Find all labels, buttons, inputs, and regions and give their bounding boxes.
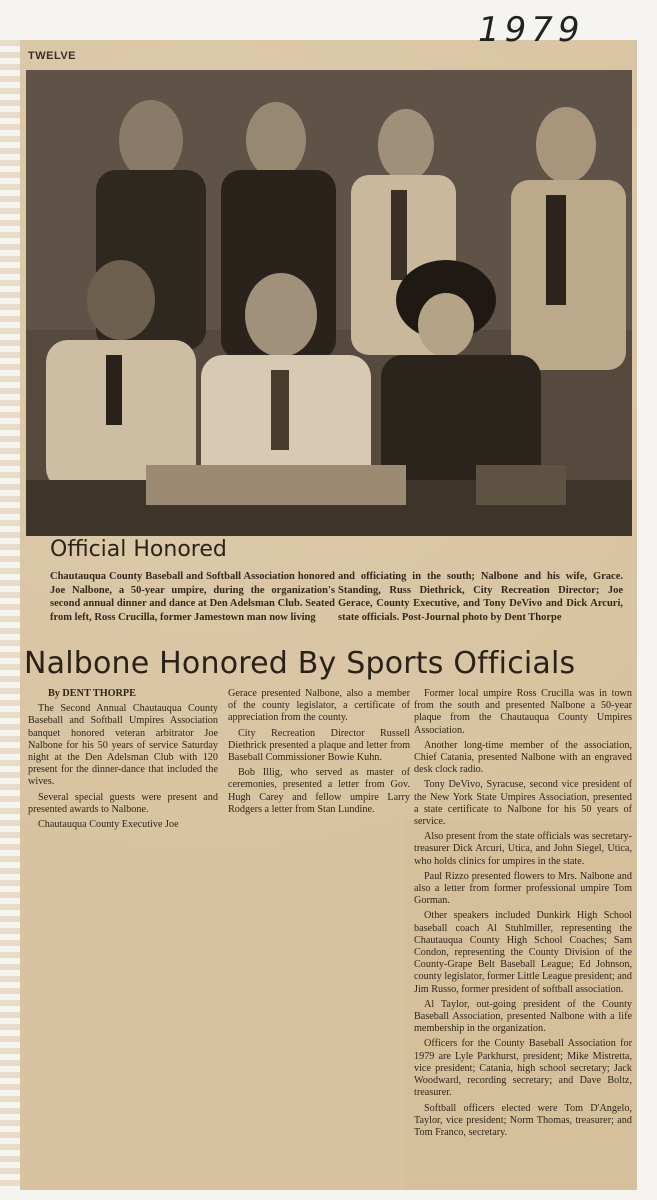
- caption-text-left: Chautauqua County Baseball and Softball Association honored Joe Nalbone, a 50-year umpire, during the organization's second annual dinner and dance at Den Adelsman Club. Seated from left, Ross Crucilla, former Jamestown man now living: [50, 571, 335, 623]
- paragraph: Gerace presented Nalbone, also a member of the county legislator, a certificate of appreciation from the county.: [228, 688, 410, 724]
- paragraph: Other speakers included Dunkirk High School baseball coach Al Stuhlmiller, representing the Chautauqua County High School Coaches; Sam Condon, representing the County Division of the County-Grape Belt Baseball League; Ed Johnson, county legislator, former Little League president; and Jim Russo, former president of softball association.: [414, 910, 632, 995]
- page-label: TWELVE: [28, 50, 77, 62]
- caption-heading: Official Honored: [50, 537, 227, 562]
- paragraph: Officers for the County Baseball Association for 1979 are Lyle Parkhurst, president; Mike Mistretta, vice president; Catania, high school secretary; Jack Woodward, recording secretary; and Dave Boltz, treasurer.: [414, 1038, 632, 1099]
- article-column-1: [28, 688, 218, 834]
- caption-text-right: and officiating in the south; Nalbone and his wife, Grace. Standing, Russ Diethrick, City Recreation Director; Joe Gerace, County Executive, and Tony DeVivo and Dick Arcuri, state officials. Post-Journal photo by Dent Thorpe: [338, 571, 623, 623]
- paragraph: Softball officers elected were Tom D'Angelo, Taylor, vice president; Norm Thomas, treasurer; and Tom Franco, secretary.: [414, 1102, 632, 1138]
- paragraph: Bob Illig, who served as master of ceremonies, presented a letter from Gov. Hugh Carey and fellow umpire Larry Rodgers a letter from Stan Lundine.: [228, 767, 410, 815]
- handwritten-year: 1979: [478, 10, 585, 50]
- paragraph: The Second Annual Chautauqua County Baseball and Softball Umpires Association banquet honored veteran arbitrator Joe Nalbone for his 50 years of service Saturday night at the Den Adelsman Club with 120 present for the dinner-dance that included the wives.: [28, 703, 218, 788]
- paragraph: Tony DeVivo, Syracuse, second vice president of the New York State Umpires Association, presented a state certificate to Nalbone for his 50 years of service.: [414, 779, 632, 828]
- paragraph: Another long-time member of the association, Chief Catania, presented Nalbone with an engraved desk clock radio.: [414, 739, 632, 776]
- paragraph: City Recreation Director Russell Diethrick presented a plaque and letter from Baseball Commissioner Bowie Kuhn.: [228, 727, 410, 764]
- photo-group: [26, 70, 632, 536]
- paragraph: Paul Rizzo presented flowers to Mrs. Nalbone and also a letter from former professional umpire Tom Gorman.: [414, 870, 632, 907]
- paragraph: Former local umpire Ross Crucilla was in town from the south and presented Nalbone a 50-year plaque from the Chautauqua County Umpires Association.: [414, 688, 632, 736]
- paragraph: Al Taylor, out-going president of the County Baseball Association, presented Nalbone with a life membership in the organization.: [414, 998, 632, 1035]
- photo-illustration: [26, 70, 632, 536]
- paragraph: Several special guests were present and presented awards to Nalbone.: [28, 791, 218, 815]
- paragraph: Also present from the state officials was secretary-treasurer Dick Arcuri, Utica, and John Siegel, Utica, who holds clinics for umpires in the state.: [414, 831, 632, 867]
- article-column-3: [414, 688, 632, 1142]
- article-column-2: [228, 688, 410, 819]
- torn-edge: [0, 40, 20, 1190]
- byline: By DENT THORPE: [48, 688, 136, 699]
- paragraph: Chautauqua County Executive Joe: [38, 819, 179, 831]
- article-headline: Nalbone Honored By Sports Officials: [24, 646, 576, 681]
